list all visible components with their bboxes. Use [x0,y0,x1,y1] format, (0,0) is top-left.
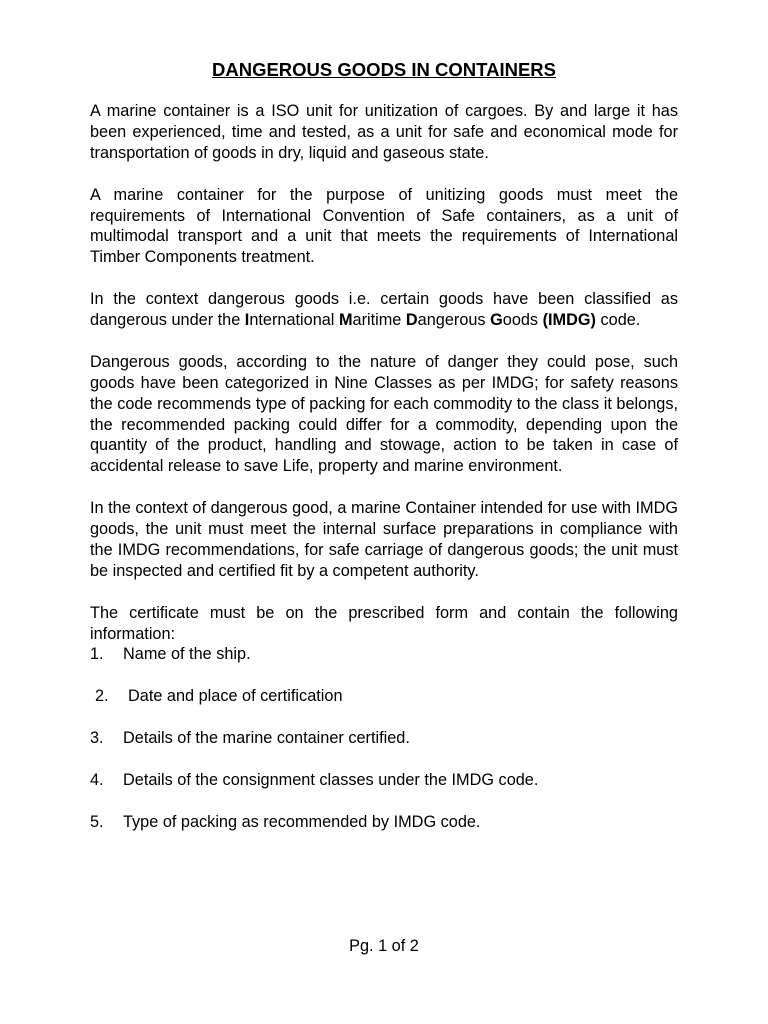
list-number: 2. [95,687,109,706]
paragraph-imdg-context [90,289,678,331]
list-text: Details of the marine container certified. [123,729,410,748]
imdg-word-maritime: aritime [352,311,406,330]
list-text: Name of the ship. [123,645,251,664]
paragraph-certificate-info: The certificate must be on the prescribed form and contain the following information: [90,603,678,643]
imdg-initial-i: I [244,311,250,330]
imdg-word-dangerous: angerous [417,311,491,330]
paragraph-classes: Dangerous goods, according to the nature of danger they could pose, such goods have been categorized in Nine Classes as per IMDG; for safety reasons the code recommends type of packing for each commodity to the class it belongs, the recommended packing could differ for a commodity, depending upon the quantity of the product, handling and stowage, action to be taken in case of accidental release to save Life, property and marine environment. [90,352,678,476]
page-title: DANGEROUS GOODS IN CONTAINERS [212,59,556,80]
imdg-text-before: In the context dangerous goods i.e. certain goods have been classified as dangerous under the [90,290,678,330]
imdg-acronym: (IMDG) [542,311,596,330]
list-item [90,728,678,749]
imdg-word-international: nternational [249,311,339,330]
page-number-footer: Pg. 1 of 2 [349,937,419,955]
imdg-initial-m: M [338,311,353,330]
list-item [90,770,678,791]
document-page [90,58,678,853]
list-number: 4. [90,770,104,789]
list-text: Details of the consignment classes under the IMDG code. [123,770,539,789]
paragraph-intro: A marine container is a ISO unit for unitization of cargoes. By and large it has been experienced, time and tested, as a unit for safe and economical mode for transportation of goods in dry, liquid and gaseous state. [90,102,678,162]
paragraph-requirements: A marine container for the purpose of unitizing goods must meet the requirements of International Convention of Safe containers, as a unit of multimodal transport and a unit that meets the requirements of International Timber Components treatment. [90,185,678,267]
paragraph-container-certification: In the context of dangerous good, a marine Container intended for use with IMDG goods, the unit must meet the internal surface preparations in compliance with the IMDG recommendations, for safe carriage of dangerous goods; the unit must be inspected and certified fit by a competent authority. [90,499,678,580]
list-item [90,686,678,707]
imdg-initial-d: D [405,311,418,330]
list-number: 5. [90,812,104,831]
imdg-text-after: code. [595,311,641,330]
imdg-word-goods: oods [502,311,543,330]
list-text: Type of packing as recommended by IMDG code. [123,812,481,831]
list-item [90,644,678,665]
list-number: 3. [90,729,104,748]
list-number: 1. [90,645,104,664]
list-item [90,812,678,833]
imdg-initial-g: G [490,311,503,330]
list-text: Date and place of certification [128,687,343,706]
